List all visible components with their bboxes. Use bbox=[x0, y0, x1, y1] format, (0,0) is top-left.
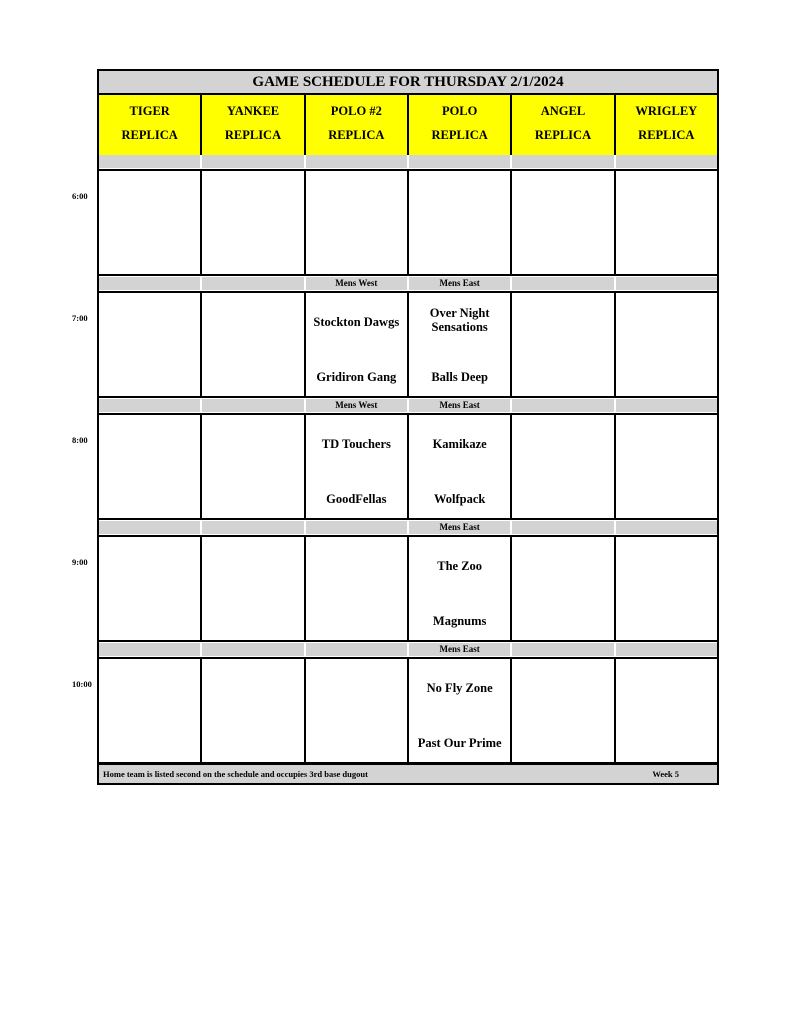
game-cell bbox=[99, 171, 202, 274]
game-cell bbox=[409, 659, 512, 762]
court-header bbox=[99, 95, 202, 155]
away-team: TD Touchers bbox=[321, 437, 391, 451]
division-label bbox=[306, 643, 409, 656]
schedule-footer bbox=[99, 763, 717, 783]
division-label: Mens West bbox=[306, 277, 409, 290]
game-cell bbox=[409, 293, 512, 396]
home-team: Balls Deep bbox=[431, 370, 488, 384]
game-cell bbox=[202, 537, 305, 640]
court-name: POLO #2 bbox=[330, 104, 382, 118]
time-label: 8:00 bbox=[72, 435, 88, 445]
home-team: Magnums bbox=[432, 614, 487, 628]
division-label: Mens West bbox=[306, 399, 409, 412]
schedule-title: GAME SCHEDULE FOR THURSDAY 2/1/2024 bbox=[99, 71, 717, 95]
division-row bbox=[99, 155, 717, 168]
court-header bbox=[202, 95, 305, 155]
home-team-note: Home team is listed second on the schedule and occupies 3rd base dugout bbox=[103, 769, 368, 779]
division-row bbox=[99, 643, 717, 656]
division-label: Mens East bbox=[409, 643, 512, 656]
division-label bbox=[99, 155, 202, 168]
division-label bbox=[512, 277, 615, 290]
court-subtitle: REPLICA bbox=[431, 128, 488, 142]
game-cell bbox=[616, 293, 717, 396]
division-label: Mens East bbox=[409, 521, 512, 534]
week-label: Week 5 bbox=[652, 769, 679, 779]
game-cell bbox=[202, 293, 305, 396]
time-label: 9:00 bbox=[72, 557, 88, 567]
court-name: POLO bbox=[441, 104, 478, 118]
division-row bbox=[99, 399, 717, 412]
game-slot-row bbox=[99, 535, 717, 642]
division-label bbox=[99, 399, 202, 412]
division-label bbox=[99, 643, 202, 656]
game-slot-row bbox=[99, 291, 717, 398]
home-team: Wolfpack bbox=[433, 492, 486, 506]
game-cell bbox=[306, 293, 409, 396]
game-cell bbox=[512, 659, 615, 762]
home-team: Gridiron Gang bbox=[316, 370, 397, 384]
division-label bbox=[202, 521, 305, 534]
game-cell bbox=[202, 659, 305, 762]
game-cell bbox=[616, 659, 717, 762]
division-label bbox=[512, 521, 615, 534]
division-label bbox=[99, 521, 202, 534]
court-name: ANGEL bbox=[540, 104, 586, 118]
court-name: YANKEE bbox=[226, 104, 280, 118]
game-cell bbox=[306, 171, 409, 274]
game-slot-row bbox=[99, 413, 717, 520]
game-cell bbox=[409, 171, 512, 274]
game-cell bbox=[202, 415, 305, 518]
division-label bbox=[306, 521, 409, 534]
away-team: Stockton Dawgs bbox=[313, 315, 400, 329]
time-label: 7:00 bbox=[72, 313, 88, 323]
game-cell bbox=[616, 415, 717, 518]
game-cell bbox=[512, 171, 615, 274]
division-label bbox=[512, 399, 615, 412]
game-cell bbox=[306, 659, 409, 762]
game-cell bbox=[409, 415, 512, 518]
game-cell bbox=[99, 537, 202, 640]
game-cell bbox=[616, 537, 717, 640]
division-label bbox=[202, 277, 305, 290]
game-cell bbox=[512, 293, 615, 396]
division-label bbox=[616, 399, 717, 412]
away-team: The Zoo bbox=[437, 559, 483, 573]
court-subtitle: REPLICA bbox=[534, 128, 592, 142]
game-cell bbox=[202, 171, 305, 274]
division-label: Mens East bbox=[409, 399, 512, 412]
court-header bbox=[409, 95, 512, 155]
division-label bbox=[202, 643, 305, 656]
game-slot-row bbox=[99, 169, 717, 276]
away-team: No Fly Zone bbox=[426, 681, 493, 695]
division-label bbox=[512, 643, 615, 656]
time-label: 6:00 bbox=[72, 191, 88, 201]
court-header bbox=[306, 95, 409, 155]
away-team: Over Night Sensations bbox=[429, 306, 490, 334]
schedule-sheet bbox=[97, 69, 719, 785]
game-cell bbox=[306, 537, 409, 640]
division-label bbox=[616, 643, 717, 656]
court-subtitle: REPLICA bbox=[224, 128, 282, 142]
division-row bbox=[99, 277, 717, 290]
game-cell bbox=[99, 415, 202, 518]
division-label bbox=[409, 155, 512, 168]
court-subtitle: REPLICA bbox=[328, 128, 385, 142]
game-cell bbox=[306, 415, 409, 518]
division-label bbox=[512, 155, 615, 168]
division-label: Mens East bbox=[409, 277, 512, 290]
game-cell bbox=[409, 537, 512, 640]
time-label: 10:00 bbox=[72, 679, 92, 689]
game-cell bbox=[512, 415, 615, 518]
game-cell bbox=[99, 659, 202, 762]
division-label bbox=[616, 277, 717, 290]
court-header-row bbox=[99, 95, 717, 157]
home-team: GoodFellas bbox=[326, 492, 387, 506]
court-name: WRIGLEY bbox=[635, 104, 698, 118]
game-cell bbox=[512, 537, 615, 640]
division-label bbox=[616, 521, 717, 534]
division-label bbox=[616, 155, 717, 168]
division-label bbox=[306, 155, 409, 168]
game-cell bbox=[99, 293, 202, 396]
away-team: Kamikaze bbox=[432, 437, 487, 451]
court-subtitle: REPLICA bbox=[638, 128, 695, 142]
game-cell bbox=[616, 171, 717, 274]
home-team: Past Our Prime bbox=[417, 736, 502, 750]
division-label bbox=[99, 277, 202, 290]
division-label bbox=[202, 155, 305, 168]
division-label bbox=[202, 399, 305, 412]
court-name: TIGER bbox=[129, 104, 170, 118]
court-subtitle: REPLICA bbox=[121, 128, 178, 142]
division-row bbox=[99, 521, 717, 534]
game-slot-row bbox=[99, 657, 717, 764]
court-header bbox=[616, 95, 717, 155]
court-header bbox=[512, 95, 615, 155]
